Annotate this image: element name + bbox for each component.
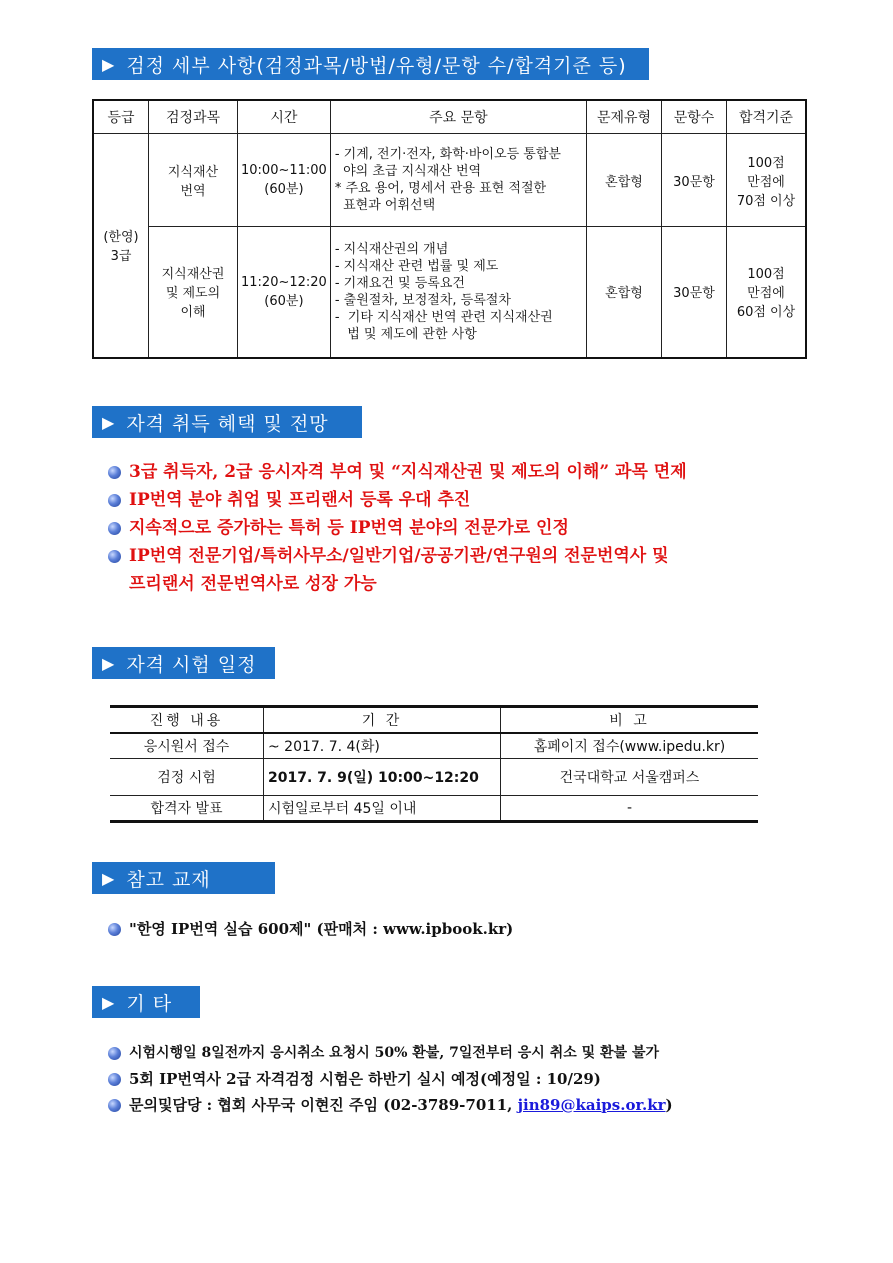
items-cell [330, 227, 586, 358]
subject-cell: 지식재산권 및 제도의 이해 [149, 227, 238, 358]
period-cell: 2017. 7. 9(일) 10:00~12:20 [264, 759, 501, 796]
section-title: 기 타 [126, 992, 173, 1015]
play-arrow-icon: ▶ [102, 412, 115, 432]
grade-cell: (한영) 3급 [93, 134, 149, 358]
list-item [108, 514, 808, 542]
play-arrow-icon: ▶ [102, 992, 115, 1012]
bullet-icon [108, 1047, 121, 1060]
section-header-detail [92, 48, 649, 80]
header-cell: 검정과목 [149, 100, 238, 134]
period-cell: ~ 2017. 7. 4(화) [264, 733, 501, 759]
benefits-list [108, 458, 808, 598]
step-cell: 검정 시험 [110, 759, 264, 796]
table-row [110, 759, 758, 796]
list-item [108, 1040, 828, 1066]
list-item [108, 542, 808, 598]
benefit-text: 지속적으로 증가하는 특허 등 IP번역 분야의 전문가로 인정 [129, 518, 569, 538]
item-line: - 지식재산 관련 법률 및 제도 [334, 258, 499, 274]
section-title: 자격 시험 일정 [126, 653, 257, 676]
step-cell: 합격자 발표 [110, 796, 264, 822]
list-item [108, 1066, 828, 1092]
header-cell: 주요 문항 [330, 100, 586, 134]
section-header-books [92, 862, 275, 894]
item-line: 야의 초급 지식재산 번역 [334, 164, 482, 179]
section-header-etc [92, 986, 200, 1018]
list-item [108, 486, 808, 514]
item-line: - 기재요건 및 등록요건 [334, 275, 465, 291]
list-item [108, 916, 808, 942]
item-line: - 기타 지식재산 번역 관련 지식재산권 [334, 309, 553, 325]
books-list [108, 916, 808, 942]
bullet-icon [108, 522, 121, 535]
header-cell: 합격기준 [727, 100, 807, 134]
play-arrow-icon: ▶ [102, 868, 115, 888]
note-cell: 홈페이지 접수(www.ipedu.kr) [501, 733, 759, 759]
book-text: "한영 IP번역 실습 600제" (판매처 : www.ipbook.kr) [129, 920, 514, 938]
item-line: - 출원절차, 보정절차, 등록절차 [334, 292, 511, 308]
time-cell: 11:20~12:20 (60분) [238, 227, 331, 358]
contact-suffix: ) [665, 1096, 673, 1114]
header-cell: 문항수 [662, 100, 727, 134]
etc-list [108, 1040, 828, 1118]
pass-cell: 100점 만점에 60점 이상 [727, 227, 807, 358]
section-title: 검정 세부 사항(검정과목/방법/유형/문항 수/합격기준 등) [126, 54, 627, 77]
step-cell: 응시원서 접수 [110, 733, 264, 759]
bullet-icon [108, 1099, 121, 1112]
header-cell: 기 간 [264, 707, 501, 734]
bullet-icon [108, 494, 121, 507]
item-line: - 지식재산권의 개념 [334, 241, 449, 257]
header-cell: 문제유형 [587, 100, 662, 134]
item-line: * 주요 용어, 명세서 관용 표현 적절한 [334, 181, 547, 196]
item-line: 표현과 어휘선택 [334, 198, 436, 213]
table-row [110, 796, 758, 822]
section-title: 참고 교재 [126, 868, 211, 891]
benefit-text: IP번역 분야 취업 및 프리랜서 등록 우대 추진 [129, 490, 471, 510]
list-item [108, 1092, 828, 1118]
count-cell: 30문항 [662, 134, 727, 227]
table-row [93, 134, 806, 227]
contact-text [129, 1092, 673, 1118]
type-cell: 혼합형 [587, 227, 662, 358]
list-item [108, 458, 808, 486]
bullet-icon [108, 923, 121, 936]
bullet-icon [108, 550, 121, 563]
play-arrow-icon: ▶ [102, 54, 115, 74]
contact-prefix: 문의및담당 : 협회 사무국 이현진 주임 (02-3789-7011, [129, 1096, 518, 1114]
time-cell: 10:00~11:00 (60분) [238, 134, 331, 227]
note-cell: - [501, 796, 759, 822]
play-arrow-icon: ▶ [102, 653, 115, 673]
header-cell: 시간 [238, 100, 331, 134]
table-header-row [110, 707, 758, 734]
benefit-text: IP번역 전문기업/특허사무소/일반기업/공공기관/연구원의 전문번역사 및 프리랜서 전문번역사로 성장 가능 [129, 546, 669, 594]
benefit-text: 3급 취득자, 2급 응시자격 부여 및 “지식재산권 및 제도의 이해” 과목 면제 [129, 462, 687, 482]
table-row [110, 733, 758, 759]
section-title: 자격 취득 혜택 및 전망 [126, 412, 329, 435]
pass-cell: 100점 만점에 70점 이상 [727, 134, 807, 227]
header-cell: 등급 [93, 100, 149, 134]
count-cell: 30문항 [662, 227, 727, 358]
period-cell: 시험일로부터 45일 이내 [264, 796, 501, 822]
item-line: 법 및 제도에 관한 사항 [334, 326, 477, 342]
exam-detail-table [92, 99, 807, 359]
item-line: - 기계, 전기·전자, 화학·바이오등 통합분 [334, 147, 561, 162]
items-cell [330, 134, 586, 227]
table-header-row [93, 100, 806, 134]
contact-email-link[interactable]: jin89@kaips.or.kr [517, 1096, 666, 1114]
section-header-schedule [92, 647, 275, 679]
bullet-icon [108, 466, 121, 479]
subject-cell: 지식재산 번역 [149, 134, 238, 227]
header-cell: 비 고 [501, 707, 759, 734]
etc-text: 시험시행일 8일전까지 응시취소 요청시 50% 환불, 7일전부터 응시 취소 및 환불 불가 [129, 1045, 659, 1061]
section-header-benefits [92, 406, 362, 438]
etc-text: 5회 IP번역사 2급 자격검정 시험은 하반기 실시 예정(예정일 : 10/29) [129, 1070, 601, 1088]
type-cell: 혼합형 [587, 134, 662, 227]
header-cell: 진행 내용 [110, 707, 264, 734]
bullet-icon [108, 1073, 121, 1086]
table-row [93, 227, 806, 358]
schedule-table [110, 705, 758, 823]
note-cell: 건국대학교 서울캠퍼스 [501, 759, 759, 796]
